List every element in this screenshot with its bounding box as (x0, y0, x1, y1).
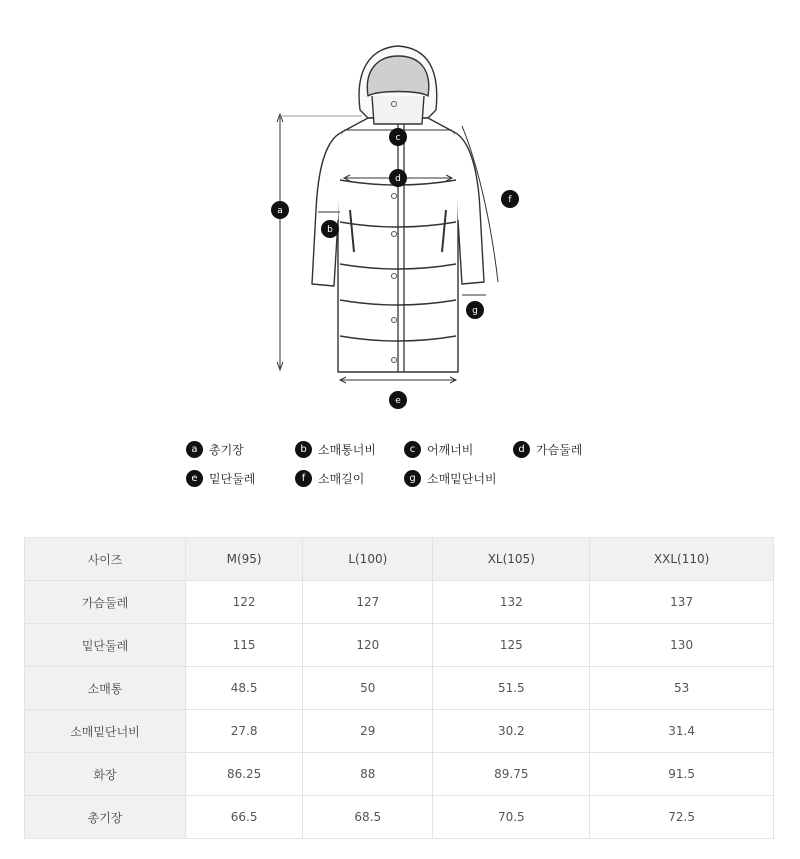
table-cell: 130 (590, 624, 774, 667)
table-row (25, 581, 774, 624)
table-row (25, 667, 774, 710)
legend-badge: f (295, 470, 312, 487)
row-label: 소매밑단너비 (25, 710, 186, 753)
table-cell: 68.5 (303, 796, 433, 839)
header-cell: M(95) (186, 538, 303, 581)
svg-text:b: b (327, 225, 333, 235)
marker-b (321, 220, 339, 238)
legend-item (186, 470, 295, 487)
legend-item (513, 441, 622, 458)
legend-row (186, 465, 626, 491)
table-cell: 91.5 (590, 753, 774, 796)
marker-a (271, 201, 289, 219)
table-cell: 51.5 (433, 667, 590, 710)
legend-label: 소매길이 (318, 471, 365, 486)
marker-g (466, 301, 484, 319)
marker-f (501, 190, 519, 208)
table-header-row (25, 538, 774, 581)
marker-d (389, 169, 407, 187)
legend-item (186, 441, 295, 458)
table-row (25, 753, 774, 796)
row-label: 소매통 (25, 667, 186, 710)
table-cell: 120 (303, 624, 433, 667)
table-cell: 53 (590, 667, 774, 710)
legend-label: 소매밑단너비 (427, 471, 497, 486)
marker-e (389, 391, 407, 409)
table-row (25, 624, 774, 667)
table-cell: 127 (303, 581, 433, 624)
legend-badge: a (186, 441, 203, 458)
row-label: 밑단둘레 (25, 624, 186, 667)
svg-text:d: d (395, 174, 401, 184)
header-cell: XXL(110) (590, 538, 774, 581)
svg-text:e: e (395, 396, 401, 406)
table-row (25, 710, 774, 753)
table-cell: 72.5 (590, 796, 774, 839)
table-cell: 86.25 (186, 753, 303, 796)
svg-text:g: g (472, 306, 478, 316)
legend-badge: d (513, 441, 530, 458)
legend-badge: e (186, 470, 203, 487)
header-cell: XL(105) (433, 538, 590, 581)
svg-text:a: a (277, 206, 283, 216)
table-cell: 29 (303, 710, 433, 753)
table-cell: 125 (433, 624, 590, 667)
row-label: 총기장 (25, 796, 186, 839)
legend-badge: g (404, 470, 421, 487)
table-cell: 48.5 (186, 667, 303, 710)
legend-label: 총기장 (209, 442, 244, 457)
size-table (24, 537, 774, 839)
table-cell: 89.75 (433, 753, 590, 796)
coat-collar (372, 96, 424, 124)
legend-row (186, 436, 626, 462)
svg-text:c: c (395, 133, 401, 143)
table-cell: 31.4 (590, 710, 774, 753)
legend-item (404, 470, 513, 487)
legend-badge: b (295, 441, 312, 458)
legend-item (295, 470, 404, 487)
table-cell: 70.5 (433, 796, 590, 839)
header-cell: 사이즈 (25, 538, 186, 581)
row-label: 가슴둘레 (25, 581, 186, 624)
table-cell: 132 (433, 581, 590, 624)
table-cell: 50 (303, 667, 433, 710)
table-cell: 30.2 (433, 710, 590, 753)
row-label: 화장 (25, 753, 186, 796)
legend-item (404, 441, 513, 458)
table-cell: 115 (186, 624, 303, 667)
legend-label: 소매통너비 (318, 442, 376, 457)
table-cell: 66.5 (186, 796, 303, 839)
table-cell: 27.8 (186, 710, 303, 753)
legend-badge: c (404, 441, 421, 458)
table-row (25, 796, 774, 839)
table-cell: 137 (590, 581, 774, 624)
legend-label: 가슴둘레 (536, 442, 583, 457)
table-cell: 88 (303, 753, 433, 796)
legend-label: 밑단둘레 (209, 471, 256, 486)
header-cell: L(100) (303, 538, 433, 581)
legend-label: 어깨너비 (427, 442, 474, 457)
svg-text:f: f (508, 195, 512, 205)
table-cell: 122 (186, 581, 303, 624)
measurement-legend (186, 436, 626, 494)
legend-item (295, 441, 404, 458)
marker-c (389, 128, 407, 146)
